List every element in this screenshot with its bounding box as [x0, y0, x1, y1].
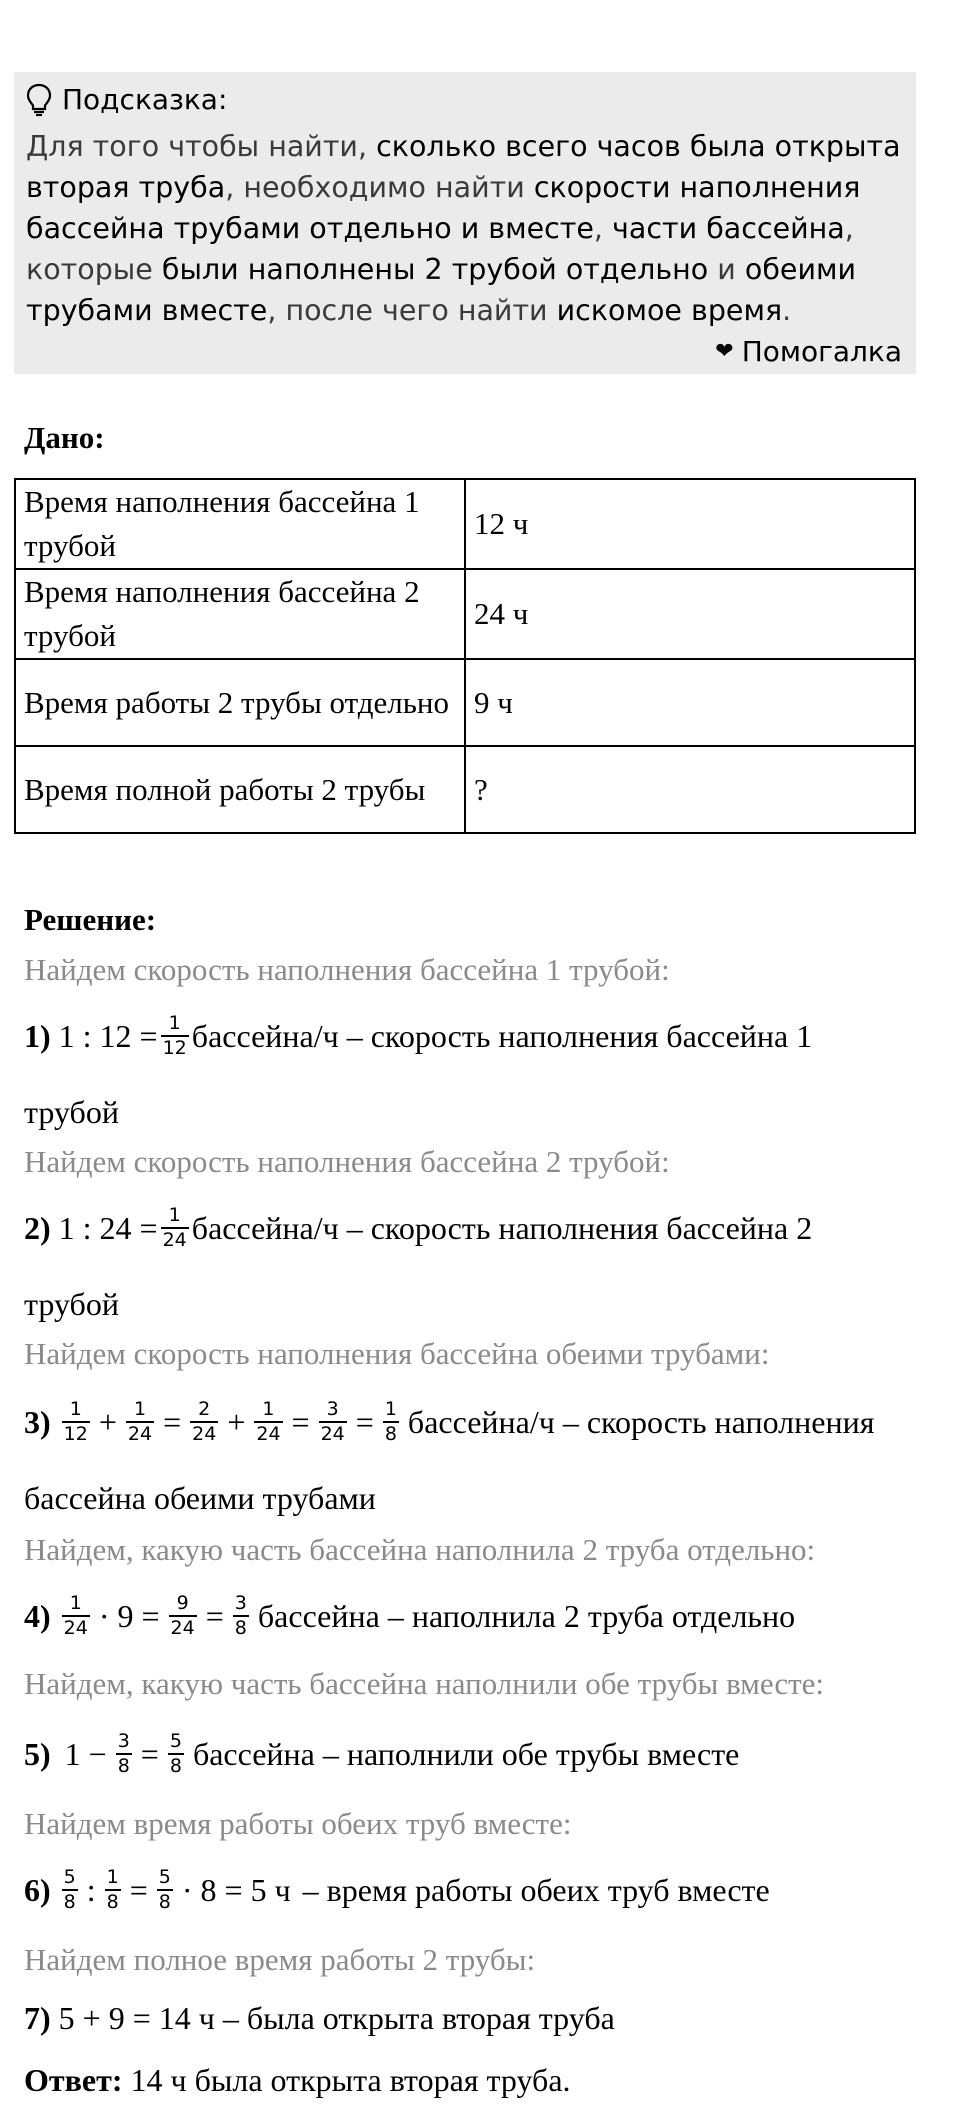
step-number: 5): [24, 1735, 51, 1772]
table-cell-name: Время наполнения бассейна 2 трубой: [15, 569, 465, 659]
given-label: Дано:: [24, 420, 105, 455]
answer-text: 14 ч была открыта вторая труба.: [130, 2062, 571, 2098]
hint-emphasis: части бассейна: [612, 212, 845, 245]
formula: [59, 1730, 187, 1778]
step-text-continued: бассейна обеими трубами: [24, 1480, 376, 1516]
hint-header: [26, 80, 227, 120]
denominator: 8: [106, 1891, 119, 1913]
denominator: 24: [192, 1423, 217, 1445]
table-cell-value: 24 ч: [465, 569, 915, 659]
denominator: 8: [117, 1755, 130, 1777]
operator: 1 −: [64, 1735, 107, 1772]
table-row: [15, 659, 915, 746]
step-line: [24, 1012, 812, 1060]
operator: =: [291, 1403, 310, 1440]
denominator: 24: [170, 1617, 195, 1639]
step-line: [24, 1204, 812, 1252]
step-comment: Найдем время работы обеих труб вместе:: [24, 1806, 572, 1841]
expression: 1 : 24 =: [58, 1209, 158, 1246]
fraction: [126, 1398, 154, 1446]
answer-line: [24, 2062, 571, 2099]
table-row: [15, 479, 915, 569]
step-text-continued: трубой: [24, 1094, 119, 1130]
step-line: [24, 1398, 874, 1446]
fraction: [161, 1204, 189, 1252]
denominator: 24: [320, 1423, 345, 1445]
operator: · 9 =: [98, 1597, 160, 1634]
fraction: [161, 1012, 189, 1060]
operator: :: [86, 1871, 96, 1908]
step-text: бассейна/ч – скорость наполнения: [407, 1403, 875, 1440]
hint-emphasis: сколько всего часов была открыта вторая труба: [26, 130, 901, 204]
fraction: [105, 1866, 121, 1914]
step-line: [24, 2000, 615, 2037]
step-line: [24, 1592, 795, 1640]
fraction: [233, 1592, 249, 1640]
answer-label: Ответ:: [24, 2062, 123, 2098]
step-number: 7): [24, 2000, 51, 2036]
step-line: [24, 1730, 739, 1778]
hint-run: , необходимо найти: [225, 171, 534, 204]
step-number: 1): [24, 1017, 51, 1054]
operator: =: [140, 1735, 159, 1772]
fraction: [62, 1398, 90, 1446]
step-comment: Найдем, какую часть бассейна наполнили обе трубы вместе:: [24, 1666, 825, 1701]
hint-title: Подсказка:: [62, 83, 228, 116]
solution-label: Решение:: [24, 902, 157, 937]
step-text: бассейна – наполнили обе трубы вместе: [192, 1735, 740, 1772]
denominator: 24: [162, 1229, 187, 1251]
operator: =: [205, 1597, 224, 1634]
table-cell-name: Время полной работы 2 трубы: [15, 746, 465, 833]
operator: =: [163, 1403, 182, 1440]
step-text: 5 + 9 = 14 ч – была открыта вторая труба: [58, 2000, 615, 2036]
heart-icon: ❤: [715, 339, 734, 364]
denominator: 24: [63, 1617, 88, 1639]
operator: · 8 = 5 ч: [181, 1871, 291, 1908]
table-cell-name: Время наполнения бассейна 1 трубой: [15, 479, 465, 569]
step-text: бассейна/ч – скорость наполнения бассейна 2: [191, 1209, 813, 1246]
table-cell-value: ?: [465, 746, 915, 833]
hint-box: [14, 72, 916, 374]
hint-run: , после чего найти: [267, 294, 557, 327]
fraction: [383, 1398, 399, 1446]
expression: 1 : 12 =: [58, 1017, 158, 1054]
numerator: 3: [234, 1592, 247, 1614]
denominator: 12: [162, 1037, 187, 1059]
formula: [59, 1592, 252, 1640]
fraction: [169, 1592, 197, 1640]
numerator: 5: [169, 1730, 182, 1752]
fraction: [62, 1592, 90, 1640]
step-text: бассейна/ч – скорость наполнения бассейна 1: [191, 1017, 813, 1054]
formula: [59, 1398, 402, 1446]
hint-run: .: [782, 294, 792, 327]
denominator: 8: [169, 1755, 182, 1777]
step-number: 4): [24, 1597, 51, 1634]
table-cell-name: Время работы 2 трубы отдельно: [15, 659, 465, 746]
hint-run: , которые: [26, 212, 854, 286]
fraction: [168, 1730, 184, 1778]
step-comment: Найдем скорость наполнения бассейна 2 трубой:: [24, 1144, 670, 1179]
hint-emphasis: обеими трубами вместе: [26, 253, 856, 327]
hint-emphasis: скорости наполнения бассейна трубами отдельно и вместе: [26, 171, 861, 245]
operator: +: [98, 1403, 117, 1440]
numerator: 1: [168, 1204, 181, 1226]
fraction: [319, 1398, 347, 1446]
step-comment: Найдем, какую часть бассейна наполнила 2 труба отдельно:: [24, 1532, 816, 1567]
step-line: [24, 1866, 770, 1914]
step-comment: Найдем полное время работы 2 трубы:: [24, 1942, 536, 1977]
fraction: [116, 1730, 132, 1778]
hint-run: Для того чтобы найти,: [26, 130, 377, 163]
step-text-continued: трубой: [24, 1286, 119, 1322]
credit-label: Помогалка: [741, 335, 902, 368]
table-row: [15, 569, 915, 659]
step-number: 3): [24, 1403, 51, 1440]
fraction: [157, 1866, 173, 1914]
operator: =: [129, 1871, 148, 1908]
lightbulb-icon: [26, 83, 52, 117]
numerator: 5: [158, 1866, 171, 1888]
numerator: 3: [326, 1398, 339, 1420]
denominator: 8: [384, 1423, 397, 1445]
step-comment: Найдем скорость наполнения бассейна обеими трубами:: [24, 1336, 770, 1371]
operator: +: [227, 1403, 246, 1440]
formula: [59, 1866, 297, 1914]
hint-emphasis: искомое время: [556, 294, 783, 327]
hint-run: ,: [593, 212, 613, 245]
numerator: 1: [384, 1398, 397, 1420]
numerator: 1: [69, 1398, 82, 1420]
step-text: – время работы обеих труб вместе: [302, 1871, 770, 1908]
table-row: [15, 746, 915, 833]
hint-run: и: [708, 253, 745, 286]
table-cell-value: 12 ч: [465, 479, 915, 569]
step-number: 2): [24, 1209, 51, 1246]
fraction: [190, 1398, 218, 1446]
operator: =: [355, 1403, 374, 1440]
table-cell-value: 9 ч: [465, 659, 915, 746]
step-comment: Найдем скорость наполнения бассейна 1 трубой:: [24, 952, 670, 987]
denominator: 8: [234, 1617, 247, 1639]
step-text: бассейна – наполнила 2 труба отдельно: [257, 1597, 796, 1634]
denominator: 12: [63, 1423, 88, 1445]
denominator: 24: [256, 1423, 281, 1445]
hint-text: [26, 126, 906, 331]
fraction: [254, 1398, 282, 1446]
numerator: 9: [176, 1592, 189, 1614]
numerator: 1: [106, 1866, 119, 1888]
numerator: 1: [133, 1398, 147, 1420]
numerator: 3: [117, 1730, 130, 1752]
numerator: 1: [262, 1398, 275, 1420]
credit[interactable]: [715, 334, 902, 370]
numerator: 1: [69, 1592, 82, 1614]
given-table: [14, 478, 916, 834]
denominator: 8: [63, 1891, 76, 1913]
step-number: 6): [24, 1871, 51, 1908]
numerator: 5: [63, 1866, 76, 1888]
numerator: 1: [168, 1012, 181, 1034]
denominator: 24: [127, 1423, 153, 1445]
numerator: 2: [198, 1398, 211, 1420]
fraction: [62, 1866, 78, 1914]
denominator: 8: [158, 1891, 171, 1913]
hint-emphasis: были наполнены 2 трубой отдельно: [161, 253, 709, 286]
